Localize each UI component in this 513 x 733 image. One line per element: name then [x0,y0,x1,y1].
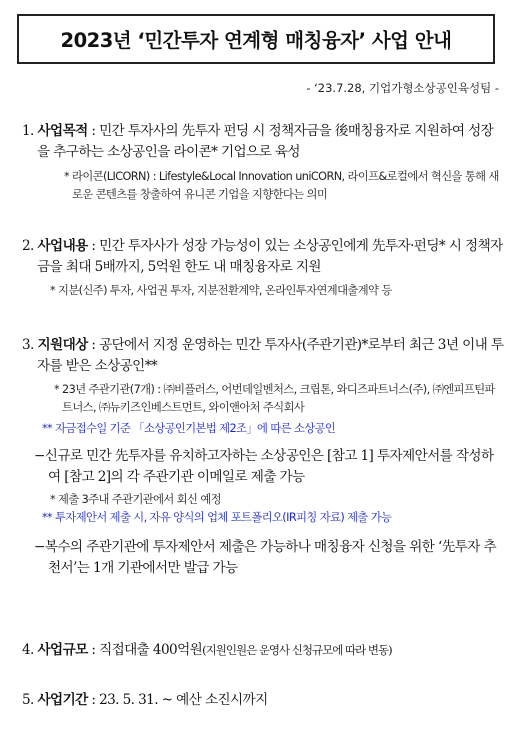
section-scale-note: (지원인원은 운영사 신청규모에 따라 변동) [202,643,392,657]
paragraph-new-investment-proposal: −신규로 민간 先투자를 유치하고자하는 소상공인은 [참고 1] 투자제안서를 작성하여 [참고 2]의 각 주관기관 이메일로 제출 가능 [34,448,494,485]
section-heading: 사업규모 [37,642,88,658]
section-number: 5. [22,692,34,708]
section-text: : 공단에서 지정 운영하는 민간 투자사(주관기관)*로부터 최근 3년 이내 투자를 받은 소상공인** [37,337,504,374]
paragraph-multiple-agencies: −복수의 주관기관에 투자제안서 제출은 가능하나 매칭융자 신청을 위한 ‘先투자 추천서’는 1개 기관에서만 발급 가능 [34,539,497,576]
section-text: : 민간 투자사의 先투자 펀딩 시 정책자금을 後매칭융자로 지원하여 성장을 추구하는 소상공인을 라이콘* 기업으로 육성 [37,123,494,160]
date-department-line: - ‘23.7.28, 기업가형소상공인육성팀 - [306,81,499,95]
footnote-licorn: * 라이콘(LICORN) : Lifestyle&Local Innovation uniCORN, 라이프&로컬에서 혁신을 통해 새로운 콘텐츠를 창출하여 유니콘 기업을 지향한다는 의미 [64,170,499,201]
section-eligibility [22,335,504,579]
section-number: 4. [22,642,34,658]
section-heading: 사업목적 [37,123,88,139]
section-purpose-body [22,121,504,163]
section-scale [22,640,504,661]
section-text: : 민간 투자사가 성장 가능성이 있는 소상공인에게 先투자·펀딩* 시 정책자금을 최대 5배까지, 5억원 한도 내 매칭융자로 지원 [37,238,503,275]
section-heading: 사업기간 [37,692,88,708]
footnote-investment-types: * 지분(신주) 투자, 사업권 투자, 지분전환계약, 온라인투자연계대출계약 등 [50,284,392,297]
footnote-portfolio-submission: ** 투자제안서 제출 시, 자유 양식의 업체 포트폴리오(IR피칭 자료) 제출 가능 [42,511,392,524]
section-number: 1. [22,123,34,139]
section-number: 3. [22,337,34,353]
section-eligibility-body [22,335,504,377]
section-purpose [22,121,504,204]
footnote-small-business-definition: ** 자금접수일 기준 「소상공인기본법 제2조」에 따른 소상공인 [42,422,336,435]
section-text: : 23. 5. 31. ~ 예산 소진시까지 [87,692,268,708]
section-content-body [22,236,504,278]
footnote-host-agencies: * 23년 주관기관(7개) : ㈜비플러스, 어번데일벤처스, 크립톤, 와디즈파트너스(주), ㈜엔피프틴파트너스, ㈜뉴키즈인베스트먼트, 와이앤아처 주식회사 [54,383,495,414]
footnote-reply-period: * 제출 3주내 주관기관에서 회신 예정 [50,493,221,506]
section-heading: 지원대상 [37,337,88,353]
section-scale-body [22,640,504,661]
section-number: 2. [22,238,34,254]
section-heading: 사업내용 [37,238,88,254]
page-title: 2023년 ‘민간투자 연계형 매칭융자’ 사업 안내 [17,14,495,64]
section-content [22,236,504,300]
section-period-body [22,690,504,711]
section-text: : 직접대출 400억원 [87,642,203,658]
section-period [22,690,504,711]
